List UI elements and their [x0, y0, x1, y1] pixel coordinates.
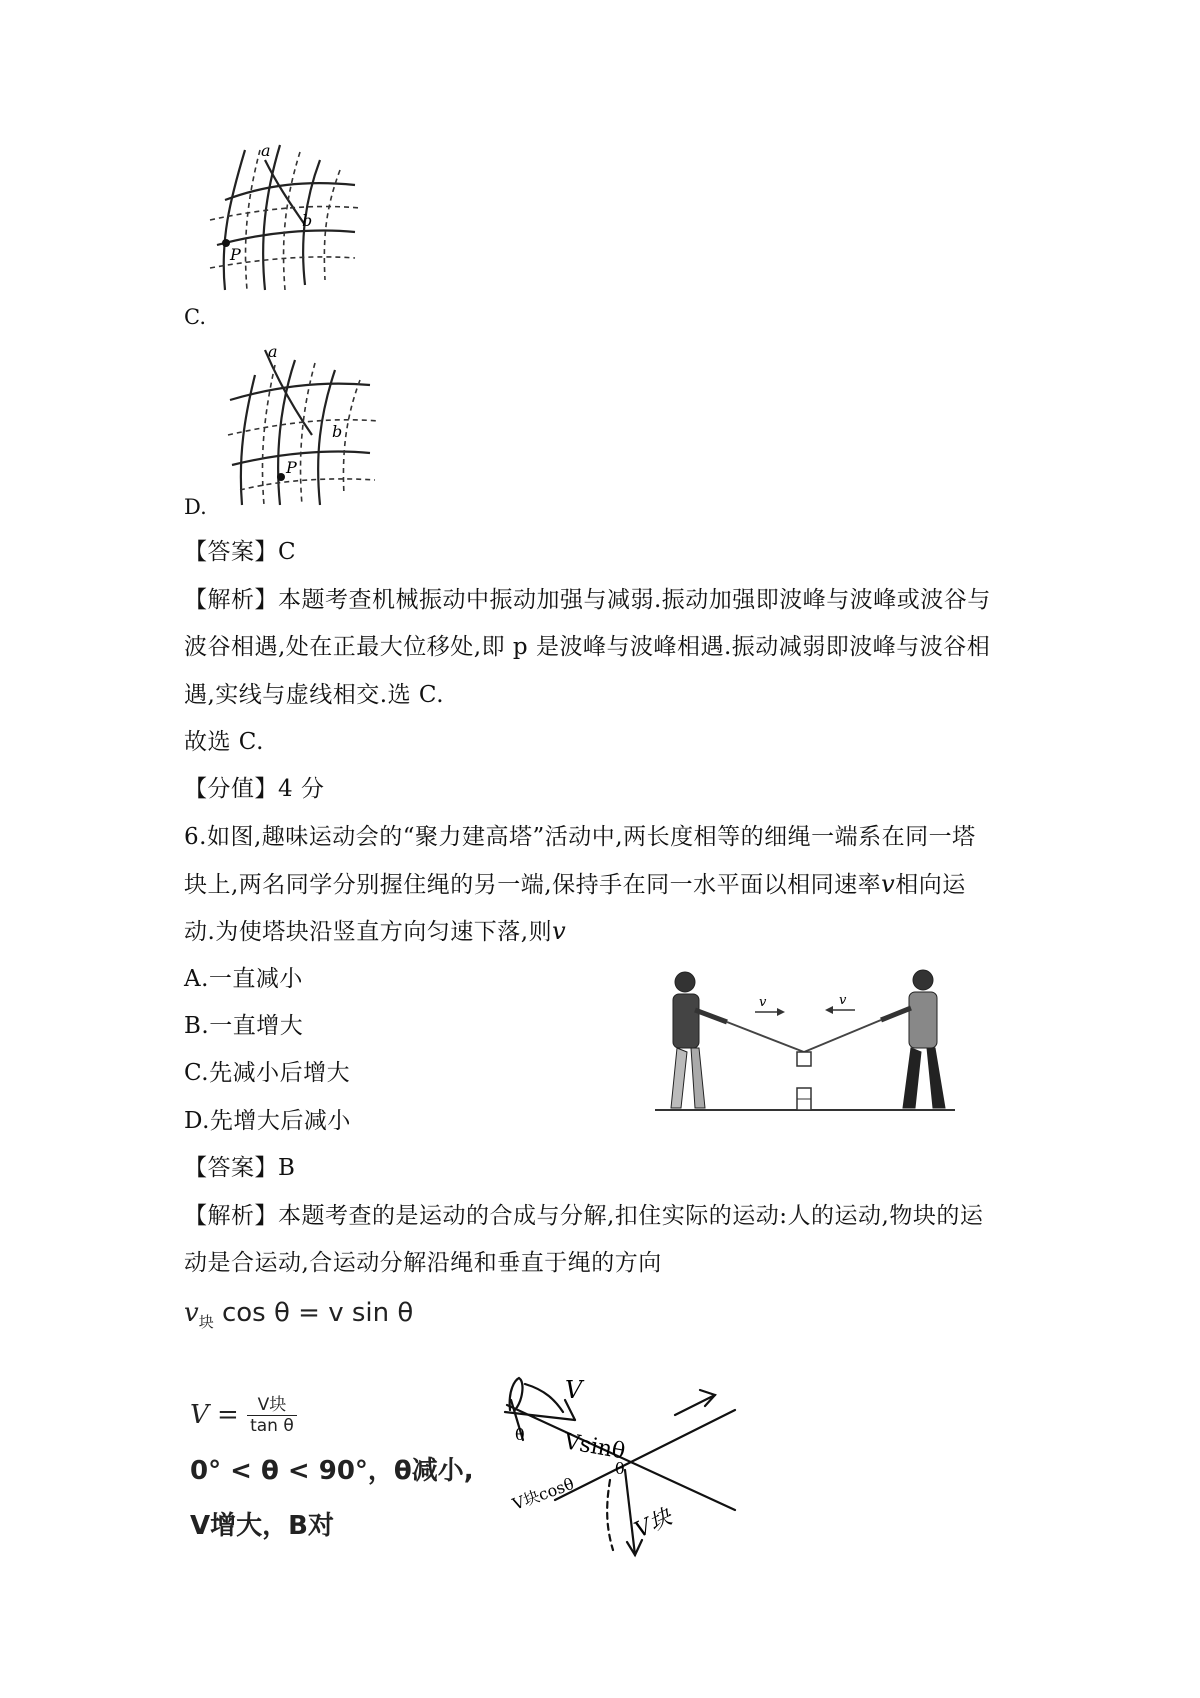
left-person [671, 972, 727, 1108]
option-c-label: C. [184, 305, 206, 329]
right-v-label: v [839, 993, 847, 1008]
formula-fraction [247, 1395, 297, 1436]
q6-stem-line-3 [184, 915, 566, 948]
option-c-wave-figure [205, 140, 365, 300]
q5-analysis-line-2: 波谷相遇,处在正最大位移处,即 p 是波峰与波峰相遇.振动减弱即波峰与波谷相 [184, 634, 991, 660]
q5-analysis-line-1: 【解析】本题考查机械振动中振动加强与减弱.振动加强即波峰与波峰或波谷与 [184, 587, 991, 613]
sketch-theta-left: θ [515, 1425, 525, 1444]
q6-var-v-2: v [552, 917, 567, 945]
q5-conclusion: 故选 C. [184, 729, 264, 755]
sketch-vsin: Vsinθ [561, 1429, 628, 1465]
d-mark-a: a [268, 345, 278, 361]
q6-vector-sketch [495, 1370, 755, 1570]
c-mark-p: P [230, 245, 241, 264]
q6-tower-figure [655, 960, 955, 1120]
q6-range-text: 0° < θ < 90°，θ减小, [190, 1456, 474, 1486]
q6-analysis-line-1: 【解析】本题考查的是运动的合成与分解,扣住实际的运动:人的运动,物块的运 [184, 1203, 984, 1229]
sketch-theta-right: θ [615, 1459, 625, 1478]
sketch-vcos: V块cosθ [509, 1474, 577, 1514]
q6-option-a: A.一直减小 [184, 966, 303, 992]
right-person [881, 970, 945, 1108]
q6-stem-line-2-text: 块上,两名同学分别握住绳的另一端,保持手在同一水平面以相同速率 [184, 872, 882, 898]
q6-formula-V [190, 1395, 297, 1436]
q6-stem-line-1: 6.如图,趣味运动会的“聚力建高塔”活动中,两长度相等的细绳一端系在同一塔 [184, 824, 976, 850]
q6-analysis-line-2: 动是合运动,合运动分解沿绳和垂直于绳的方向 [184, 1250, 662, 1276]
q6-stem-line-3-text: 动.为使塔块沿竖直方向匀速下落,则 [184, 919, 553, 945]
eq-v-block: v [184, 1298, 199, 1328]
q6-var-v: v [881, 870, 896, 898]
option-d-label: D. [184, 495, 207, 519]
sketch-top-v: V [565, 1376, 583, 1404]
d-mark-p: P [286, 458, 297, 477]
q6-option-c: C.先减小后增大 [184, 1060, 351, 1086]
c-mark-a: a [261, 141, 271, 160]
eq-rest: cos θ = v sin θ [221, 1298, 414, 1328]
q6-equation [184, 1298, 413, 1332]
q5-analysis-line-3: 遇,实线与虚线相交.选 C. [184, 682, 445, 708]
q6-stem-line-2 [184, 868, 966, 901]
left-v-label: v [759, 995, 767, 1010]
formula-denominator: tan θ [250, 1416, 294, 1436]
q6-option-d: D.先增大后减小 [184, 1108, 351, 1134]
q5-answer: 【答案】C [184, 539, 297, 565]
sketch-vblock: V块 [630, 1504, 676, 1544]
q6-stem-line-2-tail: 相向运 [895, 872, 966, 898]
d-mark-b: b [332, 422, 343, 441]
formula-V-lhs: V = [190, 1400, 239, 1430]
option-d-wave-figure [220, 345, 385, 510]
c-mark-b: b [302, 211, 313, 230]
q6-answer: 【答案】B [184, 1155, 296, 1181]
formula-numerator: V块 [247, 1395, 297, 1416]
q5-score: 【分值】4 分 [184, 776, 325, 802]
eq-v-sub: 块 [198, 1313, 214, 1332]
q6-result-text: V增大，B对 [190, 1511, 334, 1541]
q6-option-b: B.一直增大 [184, 1013, 304, 1039]
